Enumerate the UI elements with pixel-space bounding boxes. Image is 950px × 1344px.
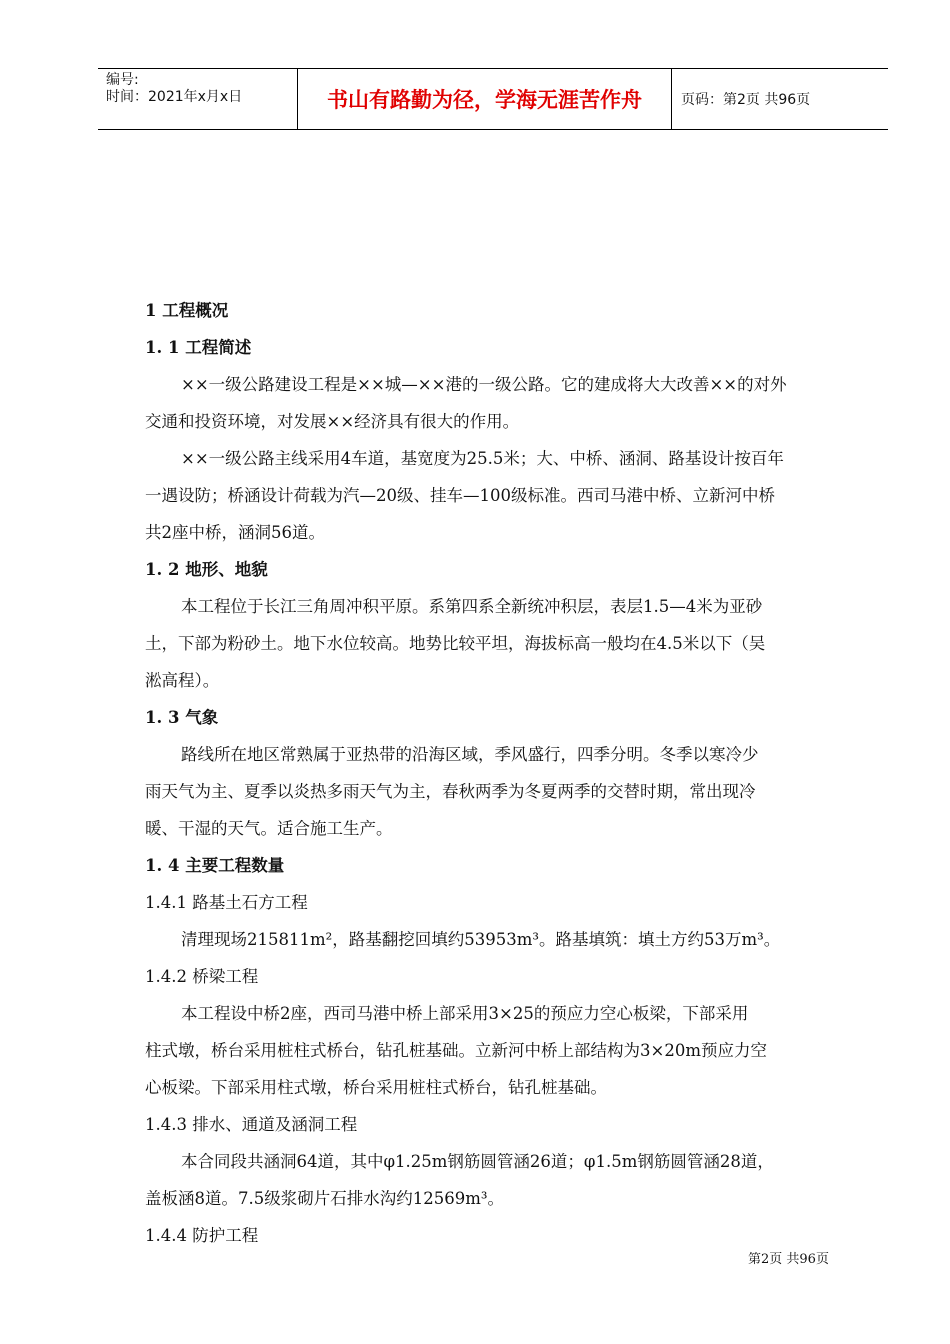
paragraph-line: 本工程设中桥2座，西司马港中桥上部采用3×25的预应力空心板梁，下部采用 [181, 1004, 749, 1023]
page-header [98, 68, 888, 130]
paragraph-line: ××一级公路建设工程是××城—××港的一级公路。它的建成将大大改善××的对外 [181, 375, 787, 394]
subsection-heading: 1. 2 地形、地貌 [145, 560, 268, 579]
text-line: 淞高程）。 [145, 671, 220, 690]
time-line: 时间：2021年x月x日 [106, 89, 243, 105]
paragraph-line: 本工程位于长江三角周冲积平原。系第四系全新统冲积层，表层1.5—4米为亚砂 [181, 597, 763, 616]
header-motto: 书山有路勤为径，学海无涯苦作舟 [298, 69, 672, 129]
text-line: 盖板涵8道。7.5级浆砌片石排水沟约12569m³。 [145, 1189, 504, 1208]
text-line: 柱式墩，桥台采用桩柱式桥台，钻孔桩基础。立新河中桥上部结构为3×20m预应力空 [145, 1041, 767, 1060]
subsection-heading: 1. 3 气象 [145, 708, 219, 727]
text-line: 暖、干湿的天气。适合施工生产。 [145, 819, 393, 838]
section-heading: 1 工程概况 [145, 301, 229, 320]
paragraph-line: ××一级公路主线采用4车道，基宽度为25.5米；大、中桥、涵洞、路基设计按百年 [181, 449, 784, 468]
text-line: 土，下部为粉砂土。地下水位较高。地势比较平坦，海拔标高一般均在4.5米以下（吴 [145, 634, 766, 653]
text-line: 共2座中桥，涵洞56道。 [145, 523, 325, 542]
header-page-info: 页码：第2页 共96页 [681, 92, 811, 108]
text-line: 1.4.2 桥梁工程 [145, 967, 259, 986]
text-line: 雨天气为主、夏季以炎热多雨天气为主，春秋两季为冬夏两季的交替时期，常出现冷 [145, 782, 756, 801]
code-label: 编号: [106, 72, 139, 88]
header-meta [98, 69, 298, 129]
text-line: 交通和投资环境，对发展××经济具有很大的作用。 [145, 412, 520, 431]
text-line: 1.4.4 防护工程 [145, 1226, 259, 1245]
subsection-heading: 1. 4 主要工程数量 [145, 856, 285, 875]
text-line: 一遇设防；桥涵设计荷载为汽—20级、挂车—100级标准。西司马港中桥、立新河中桥 [145, 486, 775, 505]
paragraph-line: 路线所在地区常熟属于亚热带的沿海区域，季风盛行，四季分明。冬季以寒冷少 [181, 745, 759, 764]
paragraph-line: 清理现场215811m²，路基翻挖回填约53953m³。路基填筑：填土方约53万m³。 [181, 930, 781, 949]
subsection-heading: 1. 1 工程简述 [145, 338, 252, 357]
text-line: 1.4.3 排水、通道及涵洞工程 [145, 1115, 358, 1134]
page-footer: 第2页 共96页 [748, 1252, 829, 1267]
text-line: 心板梁。下部采用柱式墩，桥台采用桩柱式桥台，钻孔桩基础。 [145, 1078, 607, 1097]
paragraph-line: 本合同段共涵洞64道，其中φ1.25m钢筋圆管涵26道；φ1.5m钢筋圆管涵28道， [181, 1152, 774, 1171]
document-body [145, 292, 845, 1254]
text-line: 1.4.1 路基土石方工程 [145, 893, 308, 912]
